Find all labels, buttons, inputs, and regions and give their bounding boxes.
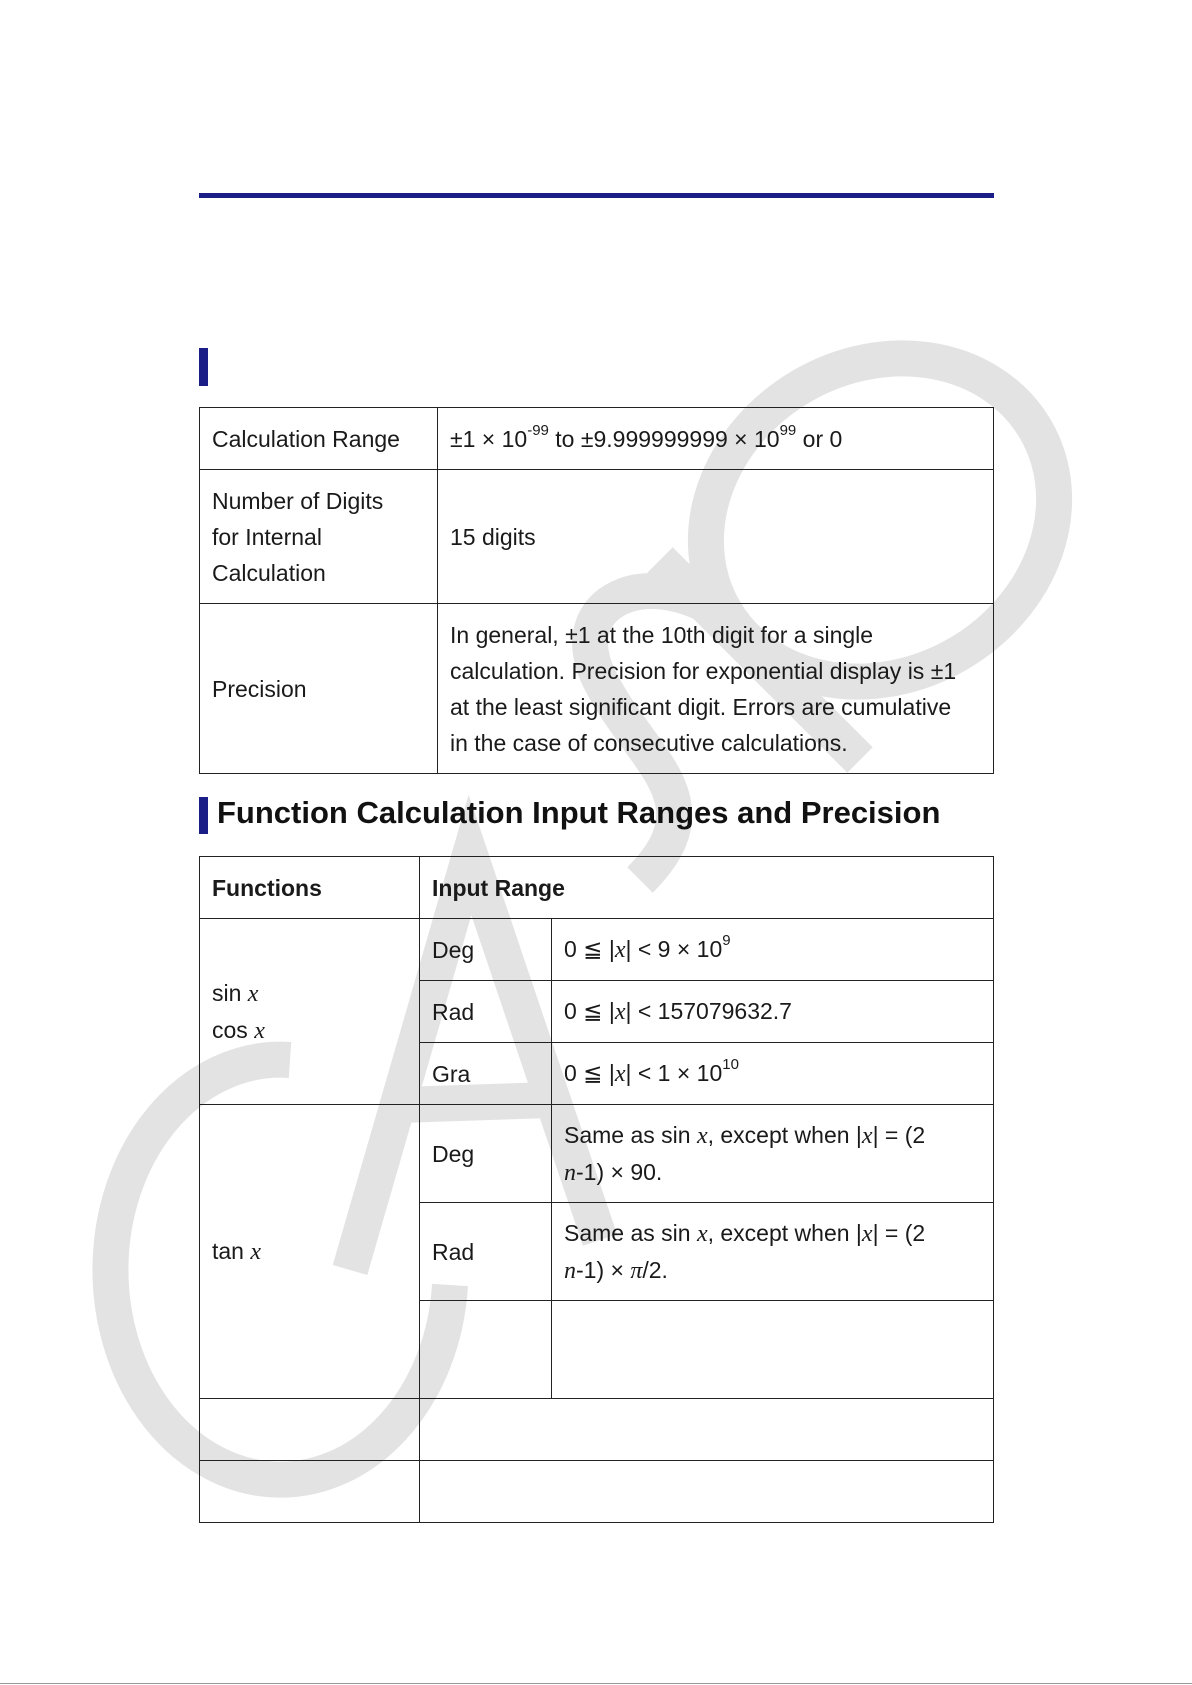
range-cell: Same as sin x, except when |x| = (2 n-1) × 90.: [552, 1105, 994, 1203]
range-cell: [420, 1461, 994, 1523]
angle-unit-cell: [420, 1301, 552, 1399]
range-cell: 0 ≦ $|x| < 1 \times 10^{10}$: [552, 1043, 994, 1105]
calculation-range-value: $\pm 1 \times 10^{-99}$ to $\pm 9.999999999 \times 10^{99}$ or 0: [438, 408, 994, 470]
table-row: [200, 604, 994, 774]
range-cell: [420, 1399, 994, 1461]
angle-unit-cell: Deg: [420, 1105, 552, 1203]
range-cell: [552, 1301, 994, 1399]
section-marker: [199, 797, 208, 834]
function-name-cell: [200, 1399, 420, 1461]
table-row: [200, 1461, 994, 1523]
table-row: [200, 408, 994, 470]
angle-unit-cell: Rad: [420, 1203, 552, 1301]
header-functions: Functions: [200, 857, 420, 919]
accuracy-table: [199, 407, 994, 774]
section-heading: Function Calculation Input Ranges and Precision: [217, 795, 941, 830]
table-row: [200, 1399, 994, 1461]
function-range-table: [199, 856, 994, 1523]
page-bottom-rule: [0, 1683, 1192, 1684]
range-cell: 0 ≦ $|x| < 9 \times 10^9$: [552, 919, 994, 981]
chapter-top-rule: [199, 193, 994, 198]
table-row: [200, 470, 994, 604]
angle-unit-cell: Deg: [420, 919, 552, 981]
row-label: Precision: [200, 604, 438, 774]
row-label: Calculation Range: [200, 408, 438, 470]
range-cell: Same as sin x, except when |x| = (2 n-1) × π/2.: [552, 1203, 994, 1301]
range-cell: 0 ≦ |x| < 157079632.7: [552, 981, 994, 1043]
precision-value: In general, ±1 at the 10th digit for a single calculation. Precision for exponential display is ±1 at the least significant digit. Errors are cumulative in the case of consecutive calculations.: [438, 604, 994, 774]
row-label: Number of Digits for Internal Calculation: [200, 470, 438, 604]
table-row: [200, 919, 994, 981]
function-name-cell: [200, 1461, 420, 1523]
header-input-range: Input Range: [420, 857, 994, 919]
table-row: [200, 1105, 994, 1203]
function-name-cell: tan x: [200, 1105, 420, 1399]
angle-unit-cell: Rad: [420, 981, 552, 1043]
internal-digits-value: 15 digits: [438, 470, 994, 604]
section-marker: [199, 348, 208, 386]
angle-unit-cell: Gra: [420, 1043, 552, 1105]
function-name-cell: sin x cos x: [200, 919, 420, 1105]
table-header-row: [200, 857, 994, 919]
